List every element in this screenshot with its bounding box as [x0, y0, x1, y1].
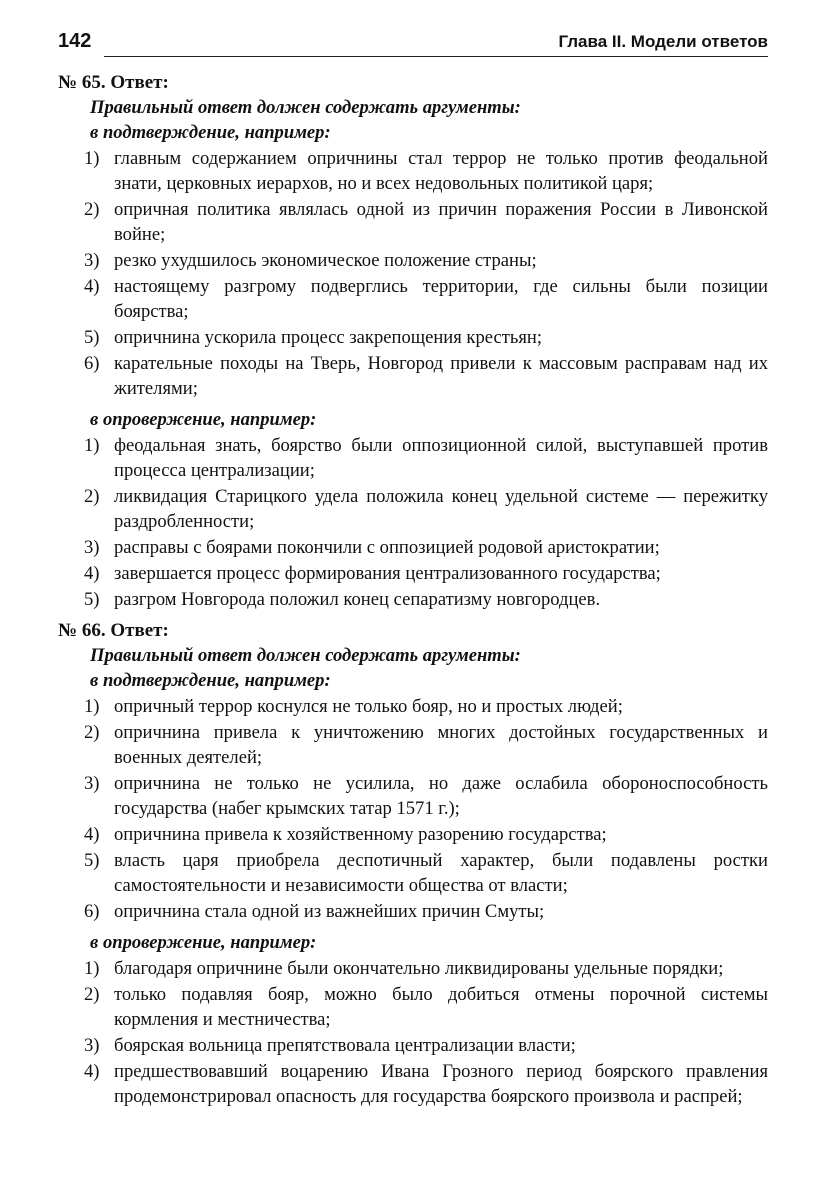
refute-label: в опровержение, например: — [90, 932, 317, 953]
item-text: главным содержанием опричнины стал террор не только против феодальной знати, церковных иерархов, но и всех недовольных политикой царя; — [114, 148, 768, 194]
item-number: 3) — [84, 773, 100, 794]
item-text: опричнина стала одной из важнейших причин Смуты; — [114, 901, 545, 922]
item-text: опричнина не только не усилила, но даже ослабила обороноспособность государства (набег крымских татар 1571 г.); — [114, 773, 768, 819]
item-text: настоящему разгрому подверглись территории, где сильны были позиции боярства; — [114, 276, 768, 322]
item-text: резко ухудшилось экономическое положение страны; — [114, 250, 537, 271]
item-number: 4) — [84, 1061, 100, 1082]
list-item — [58, 1033, 768, 1058]
list-item — [58, 587, 768, 612]
list-item — [58, 771, 768, 821]
refute-list — [58, 433, 768, 612]
answer-65 — [58, 70, 768, 612]
list-item — [58, 899, 768, 924]
item-text: власть царя приобрела деспотичный характер, были подавлены ростки самостоятельности и независимости общества от власти; — [114, 850, 768, 896]
list-item — [58, 325, 768, 350]
list-item — [58, 146, 768, 196]
item-text: завершается процесс формирования централизованного государства; — [114, 563, 661, 584]
item-number: 6) — [84, 353, 100, 374]
page-content — [58, 70, 768, 1109]
item-text: разгром Новгорода положил конец сепаратизму новгородцев. — [114, 589, 601, 610]
item-text: только подавляя бояр, можно было добиться отмены порочной системы кормления и местничества; — [114, 984, 768, 1030]
item-number: 2) — [84, 984, 100, 1005]
list-item — [58, 822, 768, 847]
item-number: 3) — [84, 1035, 100, 1056]
item-number: 1) — [84, 148, 100, 169]
list-item — [58, 720, 768, 770]
answer-intro: Правильный ответ должен содержать аргументы: — [90, 97, 521, 118]
list-item — [58, 982, 768, 1032]
header-rule — [104, 56, 768, 57]
list-item — [58, 197, 768, 247]
list-item — [58, 351, 768, 401]
refute-list — [58, 956, 768, 1109]
item-number: 2) — [84, 722, 100, 743]
item-text: предшествовавший воцарению Ивана Грозного период боярского правления продемонстрировал опасность для государства боярского произвола и распрей; — [114, 1061, 768, 1107]
list-item — [58, 535, 768, 560]
refute-label: в опровержение, например: — [90, 409, 317, 430]
item-number: 6) — [84, 901, 100, 922]
item-number: 5) — [84, 850, 100, 871]
item-number: 2) — [84, 199, 100, 220]
list-item — [58, 433, 768, 483]
item-text: ликвидация Старицкого удела положила конец удельной системе — пережитку раздробленности; — [114, 486, 768, 532]
item-number: 4) — [84, 563, 100, 584]
item-number: 5) — [84, 589, 100, 610]
confirm-label: в подтверждение, например: — [90, 122, 331, 143]
answer-heading: № 66. Ответ: — [58, 620, 169, 641]
list-item — [58, 484, 768, 534]
item-text: феодальная знать, боярство были оппозиционной силой, выступавшей против процесса централизации; — [114, 435, 768, 481]
list-item — [58, 694, 768, 719]
item-number: 4) — [84, 824, 100, 845]
item-number: 5) — [84, 327, 100, 348]
list-item — [58, 956, 768, 981]
chapter-title: Глава II. Модели ответов — [558, 32, 768, 51]
answer-heading: № 65. Ответ: — [58, 72, 169, 93]
page-header — [58, 30, 768, 58]
item-number: 1) — [84, 696, 100, 717]
item-text: карательные походы на Тверь, Новгород привели к массовым расправам над их жителями; — [114, 353, 768, 399]
confirm-list — [58, 694, 768, 924]
item-text: благодаря опричнине были окончательно ликвидированы удельные порядки; — [114, 958, 724, 979]
item-text: опричный террор коснулся не только бояр, но и простых людей; — [114, 696, 623, 717]
item-text: боярская вольница препятствовала централизации власти; — [114, 1035, 576, 1056]
list-item — [58, 561, 768, 586]
item-number: 2) — [84, 486, 100, 507]
page-number: 142 — [58, 30, 92, 52]
list-item — [58, 848, 768, 898]
answer-66 — [58, 618, 768, 1109]
item-text: расправы с боярами покончили с оппозицией родовой аристократии; — [114, 537, 660, 558]
list-item — [58, 274, 768, 324]
item-text: опричнина привела к хозяйственному разорению государства; — [114, 824, 607, 845]
list-item — [58, 248, 768, 273]
item-text: опричнина ускорила процесс закрепощения крестьян; — [114, 327, 543, 348]
item-number: 3) — [84, 250, 100, 271]
confirm-label: в подтверждение, например: — [90, 670, 331, 691]
confirm-list — [58, 146, 768, 401]
item-number: 4) — [84, 276, 100, 297]
item-number: 3) — [84, 537, 100, 558]
item-text: опричная политика являлась одной из причин поражения России в Ливонской войне; — [114, 199, 768, 245]
answer-intro: Правильный ответ должен содержать аргументы: — [90, 645, 521, 666]
list-item — [58, 1059, 768, 1109]
item-text: опричнина привела к уничтожению многих достойных государственных и военных деятелей; — [114, 722, 768, 768]
item-number: 1) — [84, 958, 100, 979]
item-number: 1) — [84, 435, 100, 456]
